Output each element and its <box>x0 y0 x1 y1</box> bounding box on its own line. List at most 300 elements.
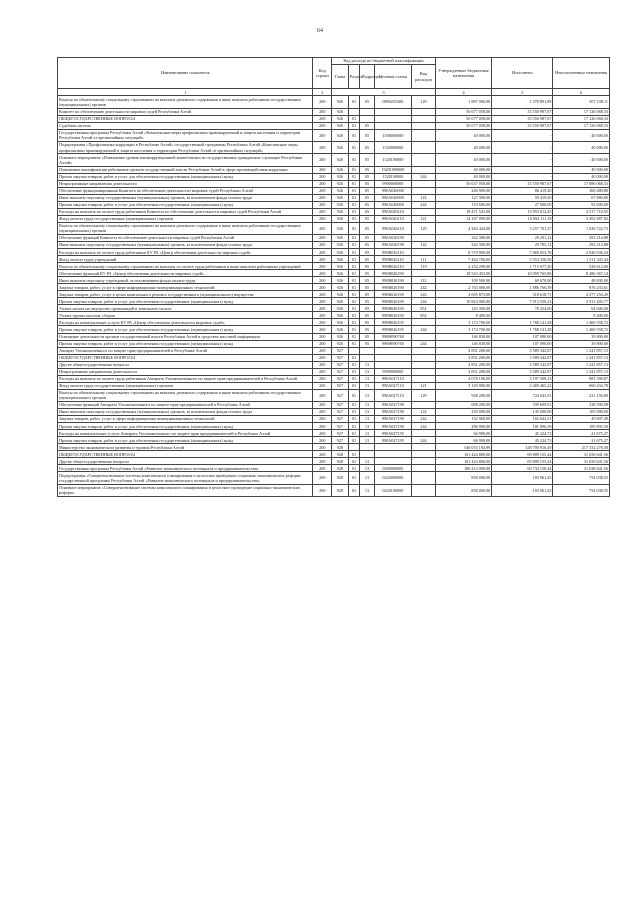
row-vid: 244 <box>412 437 436 444</box>
row-glava: 927 <box>332 430 348 437</box>
row-code: 200 <box>313 361 332 368</box>
row-target: 9900000000 <box>374 368 412 375</box>
row-podrazdel: 05 <box>360 284 374 291</box>
row-unexecuted: 64 046,00 <box>553 305 610 312</box>
row-code: 200 <box>313 305 332 312</box>
row-podrazdel: 13 <box>360 423 374 430</box>
row-code: 200 <box>313 484 332 496</box>
row-executed: 339 699,01 <box>492 402 553 409</box>
row-podrazdel: 05 <box>360 201 374 208</box>
row-podrazdel: 05 <box>360 277 374 284</box>
header-row-1 <box>58 58 610 65</box>
row-glava: 926 <box>332 333 348 340</box>
row-target: 990В026110 <box>374 263 412 270</box>
row-approved: 40 000,00 <box>435 173 491 180</box>
row-podrazdel: 05 <box>360 242 374 249</box>
row-executed: 107 090,00 <box>492 333 553 340</box>
row-approved: 152 960,00 <box>435 416 491 423</box>
row-code: 200 <box>313 354 332 361</box>
row-name: Фонд оплаты труда государственных (муниципальных) органов <box>58 215 313 222</box>
row-executed: - <box>492 312 553 319</box>
row-target: 15201000000 <box>374 166 412 173</box>
row-razdel: 01 <box>348 194 360 201</box>
row-vid <box>412 108 436 115</box>
row-podrazdel: 05 <box>360 235 374 242</box>
row-code: 200 <box>313 256 332 263</box>
row-podrazdel: 13 <box>360 484 374 496</box>
row-glava: 927 <box>332 375 348 382</box>
row-podrazdel: 05 <box>360 154 374 166</box>
row-vid <box>412 166 436 173</box>
table-row <box>58 141 610 153</box>
row-executed: 69 809 155,44 <box>492 451 553 458</box>
header-razdel: Раздел <box>348 65 360 89</box>
row-approved: 100 414 000,00 <box>435 465 491 472</box>
row-vid <box>412 122 436 129</box>
row-approved: 546 033 194,99 <box>435 444 491 451</box>
row-razdel: 01 <box>348 437 360 444</box>
row-name: Непрограммные направления деятельности <box>58 368 313 375</box>
row-podrazdel <box>360 451 374 458</box>
row-razdel: 01 <box>348 277 360 284</box>
row-code: 200 <box>313 444 332 451</box>
row-code: 200 <box>313 208 332 215</box>
row-podrazdel: 05 <box>360 122 374 129</box>
col-num: 6 <box>553 89 610 96</box>
row-glava: 926 <box>332 263 348 270</box>
row-glava: 926 <box>332 122 348 129</box>
row-target: 990A026000 <box>374 201 412 208</box>
row-vid: 129 <box>412 96 436 108</box>
row-approved: 109 500,00 <box>435 277 491 284</box>
row-approved: 2 254 290,00 <box>435 263 491 270</box>
row-code: 200 <box>313 235 332 242</box>
row-unexecuted: 40 000,00 <box>553 166 610 173</box>
row-podrazdel: 05 <box>360 340 374 347</box>
row-approved: 322 300,00 <box>435 242 491 249</box>
row-vid <box>412 368 436 375</box>
table-row <box>58 263 610 270</box>
row-code: 200 <box>313 375 332 382</box>
row-podrazdel: 05 <box>360 326 374 333</box>
row-podrazdel: 05 <box>360 312 374 319</box>
row-podrazdel: 13 <box>360 375 374 382</box>
row-name: Обеспечение функций Аппарата Уполномоченного по защите прав предпринимателей в Республике Алтай <box>58 402 313 409</box>
row-unexecuted: 105 000,00 <box>553 409 610 416</box>
row-target <box>374 444 412 451</box>
row-podrazdel: 05 <box>360 305 374 312</box>
row-name: Судебная система <box>58 122 313 129</box>
row-code: 200 <box>313 458 332 465</box>
row-target: 990В026190 <box>374 298 412 305</box>
row-code: 200 <box>313 222 332 234</box>
row-unexecuted: 40 000,00 <box>553 173 610 180</box>
row-name: Непрограммные направления деятельности <box>58 180 313 187</box>
row-target: 990В026190 <box>374 291 412 298</box>
row-podrazdel: 05 <box>360 215 374 222</box>
row-podrazdel: 13 <box>360 437 374 444</box>
row-name: Подпрограмма «Профилактика коррупции в Республике Алтай» государственной программы Республики Алтай «Комплексные меры профилактики правонарушений и защита населения и территории Республики Алтай от чрезвычайных ситуаций» <box>58 141 313 153</box>
row-approved: 4 078 100,00 <box>435 375 491 382</box>
row-vid <box>412 402 436 409</box>
row-name: Уплата прочих налогов, сборов <box>58 312 313 319</box>
row-vid <box>412 129 436 141</box>
row-unexecuted: 1 241 857,13 <box>553 361 610 368</box>
row-glava: 926 <box>332 340 348 347</box>
row-approved: 66 900,00 <box>435 430 491 437</box>
row-approved: 858 000,00 <box>435 484 491 496</box>
row-vid: 121 <box>412 215 436 222</box>
row-unexecuted: 39 800,00 <box>553 340 610 347</box>
row-vid: 243 <box>412 291 436 298</box>
row-razdel: 01 <box>348 451 360 458</box>
header-podrazdel: Подраздел <box>360 65 374 89</box>
header-target: Целевая статья <box>374 65 412 89</box>
row-vid <box>412 347 436 354</box>
row-target: 990В026195 <box>374 326 412 333</box>
row-vid <box>412 154 436 166</box>
table-row <box>58 108 610 115</box>
row-razdel: 01 <box>348 354 360 361</box>
row-vid: 244 <box>412 326 436 333</box>
row-glava: 926 <box>332 291 348 298</box>
row-name: Прочая закупка товаров, работ и услуг для обеспечения государственных (муниципальных) нужд <box>58 298 313 305</box>
row-code: 200 <box>313 402 332 409</box>
row-vid <box>412 333 436 340</box>
row-unexecuted: 185 893,50 <box>553 423 610 430</box>
row-code: 200 <box>313 180 332 187</box>
row-glava: 926 <box>332 256 348 263</box>
row-name: Прочая закупка товаров, работ и услуг для обеспечения государственных (муниципальных) нужд <box>58 423 313 430</box>
row-executed: 45 224,73 <box>492 430 553 437</box>
row-approved: 688 200,00 <box>435 402 491 409</box>
row-code: 200 <box>313 115 332 122</box>
row-razdel: 01 <box>348 312 360 319</box>
row-glava: 926 <box>332 187 348 194</box>
row-unexecuted: 1 406 558,72 <box>553 319 610 326</box>
row-unexecuted: 17 126 068,33 <box>553 108 610 115</box>
row-executed: 103 961,45 <box>492 472 553 484</box>
row-target: 990В026110 <box>374 256 412 263</box>
row-code: 200 <box>313 382 332 389</box>
row-executed: 13 953 812,45 <box>492 208 553 215</box>
row-glava: 928 <box>332 451 348 458</box>
row-executed: 33 550 987,67 <box>492 180 553 187</box>
row-vid <box>412 444 436 451</box>
table-row <box>58 451 610 458</box>
row-executed: 60 670,00 <box>492 277 553 284</box>
row-glava: 928 <box>332 484 348 496</box>
header-name: Наименование показателя <box>58 58 313 89</box>
header-executed: Исполнено <box>492 58 553 89</box>
table-row <box>58 444 610 451</box>
row-razdel: 01 <box>348 458 360 465</box>
row-razdel: 01 <box>348 402 360 409</box>
row-approved: 101 424 800,00 <box>435 451 491 458</box>
row-target: 990В026190 <box>374 305 412 312</box>
row-name: Аппарат Уполномоченного по защите прав предпринимателей в Республике Алтай <box>58 347 313 354</box>
row-razdel: 01 <box>348 333 360 340</box>
row-podrazdel: 05 <box>360 166 374 173</box>
row-razdel: 01 <box>348 284 360 291</box>
row-code: 200 <box>313 122 332 129</box>
row-name: Иные выплаты персоналу государственных (муниципальных) органов, за исключением фонда оплаты труда <box>58 242 313 249</box>
table-row <box>58 340 610 347</box>
row-code: 200 <box>313 472 332 484</box>
table-row <box>58 96 610 108</box>
row-podrazdel: 13 <box>360 389 374 401</box>
row-unexecuted: 660 434,78 <box>553 382 610 389</box>
row-razdel: 01 <box>348 368 360 375</box>
row-podrazdel: 13 <box>360 382 374 389</box>
row-glava: 926 <box>332 277 348 284</box>
row-unexecuted: 1 241 857,13 <box>553 347 610 354</box>
row-name: Иные выплаты персоналу государственных (муниципальных) органов, за исключением фонда оплаты труда <box>58 194 313 201</box>
row-code: 200 <box>313 108 332 115</box>
row-razdel: 01 <box>348 122 360 129</box>
row-executed: 33 550 987,67 <box>492 108 553 115</box>
row-approved: 4 284 424,00 <box>435 222 491 234</box>
row-name: Закупка товаров, работ, услуг в целях капитального ремонта государственного (муниципального) имущества <box>58 291 313 298</box>
row-razdel: 01 <box>348 389 360 401</box>
row-name: Обеспечение функционирования Комитета по обеспечению деятельности мировых судей Республики Алтай <box>58 187 313 194</box>
row-unexecuted: 2 911 403,77 <box>553 298 610 305</box>
row-executed: 101 096,39 <box>492 423 553 430</box>
row-target: 990В026190 <box>374 284 412 291</box>
row-executed: - <box>492 166 553 173</box>
col-num: 4 <box>435 89 491 96</box>
row-vid: 122 <box>412 409 436 416</box>
row-target: 990В026110 <box>374 249 412 256</box>
row-podrazdel: 05 <box>360 187 374 194</box>
row-podrazdel: 05 <box>360 180 374 187</box>
row-vid <box>412 115 436 122</box>
row-executed: 2 469 465,22 <box>492 382 553 389</box>
row-unexecuted: 881 590,87 <box>553 375 610 382</box>
row-glava: 926 <box>332 249 348 256</box>
row-glava: 926 <box>332 173 348 180</box>
row-unexecuted: 92 600,00 <box>553 201 610 208</box>
row-unexecuted: 17 126 068,33 <box>553 115 610 122</box>
row-unexecuted: 160 480,80 <box>553 187 610 194</box>
row-vid: 242 <box>412 284 436 291</box>
row-unexecuted: 1 241 857,13 <box>553 354 610 361</box>
row-podrazdel: 05 <box>360 129 374 141</box>
row-code: 200 <box>313 141 332 153</box>
row-executed: 33 550 987,67 <box>492 122 553 129</box>
row-approved: 40 000,00 <box>435 154 491 166</box>
row-podrazdel: 05 <box>360 291 374 298</box>
col-num: 1 <box>58 89 313 96</box>
row-executed: 59 419,20 <box>492 194 553 201</box>
row-razdel: 01 <box>348 340 360 347</box>
row-target: 990А027190 <box>374 409 412 416</box>
row-executed: 7 913 556,23 <box>492 298 553 305</box>
row-name: Освещение деятельности органов государственной власти Республики Алтай в средствах массовой информации <box>58 333 313 340</box>
row-unexecuted: 17 126 068,33 <box>553 122 610 129</box>
row-target: 0420000000 <box>374 472 412 484</box>
row-code: 200 <box>313 263 332 270</box>
row-podrazdel: 05 <box>360 333 374 340</box>
row-razdel: 01 <box>348 305 360 312</box>
row-approved: 3 174 700,00 <box>435 326 491 333</box>
row-unexecuted: 1 406 558,72 <box>553 326 610 333</box>
row-razdel: 01 <box>348 361 360 368</box>
row-approved: 127 300,00 <box>435 194 491 201</box>
table-row <box>58 201 610 208</box>
row-name: Основное мероприятие «Повышение уровня антикоррупционной компетентности государственных гражданских служащих Республики Алтай» <box>58 154 313 166</box>
row-vid: 851 <box>412 305 436 312</box>
row-glava: 926 <box>332 235 348 242</box>
table-row <box>58 180 610 187</box>
table-row <box>58 173 610 180</box>
row-unexecuted: 21 675,27 <box>553 437 610 444</box>
row-target <box>374 458 412 465</box>
row-glava: 926 <box>332 298 348 305</box>
table-row <box>58 305 610 312</box>
row-executed: - <box>492 173 553 180</box>
row-razdel: 01 <box>348 222 360 234</box>
table-row <box>58 298 610 305</box>
row-name: Расходы на выплаты по оплате труда работников КУ РА «Центр обеспечения деятельности мировых судей» <box>58 249 313 256</box>
row-name: Взносы по обязательному социальному страхованию на выплаты денежного содержания и иные выплаты работникам государственных (муниципальных) органов <box>58 389 313 401</box>
row-executed: 3 589 342,87 <box>492 368 553 375</box>
row-podrazdel: 05 <box>360 249 374 256</box>
row-name: Фонд оплаты труда учреждений <box>58 256 313 263</box>
table-row <box>58 326 610 333</box>
row-approved: 4 695 873,00 <box>435 291 491 298</box>
row-unexecuted: 40 000,00 <box>553 154 610 166</box>
row-unexecuted: 754 038,55 <box>553 484 610 496</box>
row-target: 0420100000 <box>374 484 412 496</box>
row-podrazdel: 05 <box>360 96 374 108</box>
row-podrazdel: 13 <box>360 402 374 409</box>
row-executed: 1 768 141,28 <box>492 326 553 333</box>
row-razdel <box>348 347 360 354</box>
row-approved: 50 637 058,00 <box>435 180 491 187</box>
row-approved: 10 824 960,00 <box>435 298 491 305</box>
row-name: Взносы по обязательному социальному страхованию на выплаты по оплате труда работников и иные выплаты работникам учреждений <box>58 263 313 270</box>
row-target: 0400000000 <box>374 465 412 472</box>
row-unexecuted: 1 511 343,44 <box>553 256 610 263</box>
row-approved: 7 464 700,00 <box>435 256 491 263</box>
table-row <box>58 375 610 382</box>
row-target: 990А027110 <box>374 389 412 401</box>
row-vid <box>412 319 436 326</box>
row-unexecuted: 8 400,00 <box>553 312 610 319</box>
row-target: 990A026110 <box>374 222 412 234</box>
table-row <box>58 354 610 361</box>
row-target: 990В026190 <box>374 277 412 284</box>
row-podrazdel: 05 <box>360 194 374 201</box>
row-code: 200 <box>313 437 332 444</box>
row-approved: 4 831 200,00 <box>435 361 491 368</box>
row-vid: 111 <box>412 256 436 263</box>
row-razdel: 01 <box>348 326 360 333</box>
row-unexecuted: 31 650 641,56 <box>553 451 610 458</box>
row-vid <box>412 208 436 215</box>
row-vid <box>412 465 436 472</box>
row-executed: - <box>492 154 553 166</box>
row-executed: 45 224,73 <box>492 437 553 444</box>
header-glava: Глава <box>332 65 348 89</box>
row-razdel: 01 <box>348 166 360 173</box>
table-row <box>58 402 610 409</box>
row-target: 990A026190 <box>374 242 412 249</box>
row-name: Государственная программа Республики Алтай «Комплексные меры профилактики правонарушений и защита населения и территории Республики Алтай от чрезвычайных ситуаций» <box>58 129 313 141</box>
row-code: 200 <box>313 298 332 305</box>
row-unexecuted: 2 040 936,24 <box>553 249 610 256</box>
table-row <box>58 409 610 416</box>
row-unexecuted: 8 486 367,14 <box>553 270 610 277</box>
row-glava: 926 <box>332 166 348 173</box>
row-name: Обеспечение функций КУ РА «Центр обеспечения деятельности мировых судей» <box>58 270 313 277</box>
row-glava: 927 <box>332 423 348 430</box>
table-row <box>58 458 610 465</box>
row-code: 200 <box>313 277 332 284</box>
row-vid: 122 <box>412 194 436 201</box>
row-razdel: 01 <box>348 154 360 166</box>
row-unexecuted: 4 517 710,55 <box>553 208 610 215</box>
row-podrazdel: 13 <box>360 458 374 465</box>
row-vid: 244 <box>412 340 436 347</box>
row-unexecuted: 293 214,88 <box>553 242 610 249</box>
row-razdel: 01 <box>348 215 360 222</box>
row-podrazdel: 05 <box>360 263 374 270</box>
row-razdel: 01 <box>348 465 360 472</box>
row-unexecuted: 67 880,80 <box>553 194 610 201</box>
row-unexecuted: 49 697,49 <box>553 416 610 423</box>
table-row <box>58 122 610 129</box>
row-unexecuted: 293 214,88 <box>553 235 610 242</box>
row-approved: 4 831 200,00 <box>435 368 491 375</box>
row-glava: 927 <box>332 368 348 375</box>
row-code: 200 <box>313 187 332 194</box>
row-vid: 852 <box>412 312 436 319</box>
row-executed: 3 589 342,87 <box>492 361 553 368</box>
row-code: 200 <box>313 129 332 141</box>
row-glava: 926 <box>332 215 348 222</box>
row-vid: 119 <box>412 263 436 270</box>
row-approved: 119 600,00 <box>435 201 491 208</box>
row-target: 990A026110 <box>374 208 412 215</box>
row-code: 200 <box>313 430 332 437</box>
row-name: Иные выплаты персоналу государственных (муниципальных) органов, за исключением фонда оплаты труда <box>58 409 313 416</box>
row-glava: 927 <box>332 354 348 361</box>
row-executed: 318 618,71 <box>492 291 553 298</box>
row-unexecuted: 221 156,09 <box>553 389 610 401</box>
row-name: Прочая закупка товаров, работ и услуг для обеспечения государственных (муниципальных) нужд <box>58 340 313 347</box>
row-glava: 927 <box>332 416 348 423</box>
row-code: 200 <box>313 326 332 333</box>
row-podrazdel: 05 <box>360 173 374 180</box>
row-unexecuted: 1 241 857,13 <box>553 368 610 375</box>
row-glava: 926 <box>332 115 348 122</box>
row-target <box>374 347 412 354</box>
row-unexecuted: 538 612,80 <box>553 263 610 270</box>
row-approved: 40 000,00 <box>435 129 491 141</box>
row-podrazdel <box>360 115 374 122</box>
row-code: 200 <box>313 416 332 423</box>
row-approved: 8 719 990,00 <box>435 249 491 256</box>
row-target: 990A026110 <box>374 215 412 222</box>
row-executed: 10 694 111,18 <box>492 215 553 222</box>
row-name: Взносы по обязательному социальному страхованию на выплаты денежного содержания и иные выплаты работникам государственных (муниципальных) органов <box>58 96 313 108</box>
row-glava: 926 <box>332 108 348 115</box>
table-body <box>58 96 610 497</box>
row-podrazdel: 13 <box>360 361 374 368</box>
row-target: 990А027195 <box>374 430 412 437</box>
